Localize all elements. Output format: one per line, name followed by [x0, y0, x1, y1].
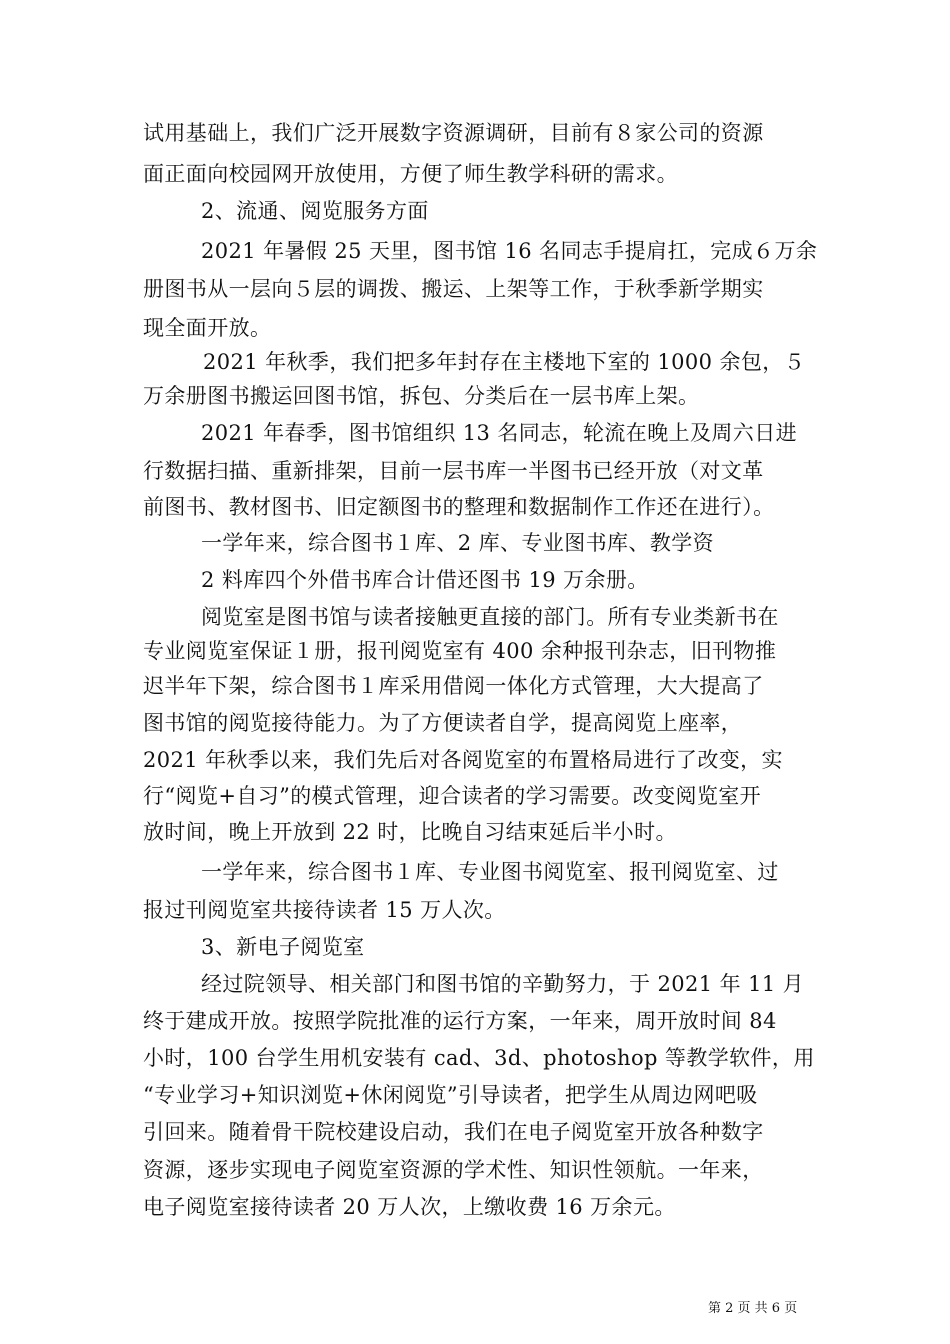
body-line: 行“阅览+自习”的模式管理，迎合读者的学习需要。改变阅览室开 — [143, 784, 762, 808]
body-line: 放时间，晚上开放到 22 时，比晚自习结束延后半小时。 — [143, 820, 677, 844]
body-line: 2021 年秋季以来，我们先后对各阅览室的布置格局进行了改变，实 — [143, 748, 783, 772]
body-line: 前图书、教材图书、旧定额图书的整理和数据制作工作还在进行）。 — [143, 495, 775, 519]
body-line: 2 料库四个外借书库合计借还图书 19 万余册。 — [201, 568, 649, 592]
body-line: 一学年来，综合图书１库、2 库、专业图书库、教学资 — [201, 531, 715, 555]
body-line: 报过刊阅览室共接待读者 15 万人次。 — [143, 898, 506, 922]
body-line: 迟半年下架，综合图书１库采用借阅一体化方式管理，大大提高了 — [143, 674, 764, 698]
body-line: 2021 年春季，图书馆组织 13 名同志，轮流在晚上及周六日进 — [201, 421, 797, 445]
body-line: 引回来。随着骨干院校建设启动，我们在电子阅览室开放各种数字 — [143, 1120, 764, 1144]
body-line: 一学年来，综合图书１库、专业图书阅览室、报刊阅览室、过 — [201, 860, 779, 884]
body-line: 2021 年暑假 25 天里，图书馆 16 名同志手提肩扛，完成６万余 — [201, 239, 818, 263]
body-line: 面正面向校园网开放使用，方便了师生教学科研的需求。 — [143, 162, 678, 186]
body-line: 万余册图书搬运回图书馆，拆包、分类后在一层书库上架。 — [143, 384, 700, 408]
body-line: 试用基础上，我们广泛开展数字资源调研，目前有８家公司的资源 — [143, 121, 764, 145]
page-number: 第 2 页 共 6 页 — [708, 1301, 798, 1316]
body-line: 现全面开放。 — [143, 316, 272, 340]
body-line: 小时，100 台学生用机安装有 cad、3d、photoshop 等教学软件，用 — [143, 1046, 815, 1070]
body-line: 2021 年秋季，我们把多年封存在主楼地下室的 1000 余包，５ — [203, 350, 806, 374]
section-heading: 3、新电子阅览室 — [201, 935, 365, 959]
body-line: 行数据扫描、重新排架，目前一层书库一半图书已经开放（对文革 — [143, 459, 764, 483]
section-heading: 2、流通、阅览服务方面 — [201, 199, 429, 223]
body-line: 阅览室是图书馆与读者接触更直接的部门。所有专业类新书在 — [201, 605, 779, 629]
body-line: 图书馆的阅览接待能力。为了方便读者自学，提高阅览上座率， — [143, 711, 743, 735]
body-line: “专业学习+知识浏览+休闲阅览”引导读者，把学生从周边网吧吸 — [143, 1083, 758, 1107]
body-line: 经过院领导、相关部门和图书馆的辛勤努力，于 2021 年 11 月 — [201, 972, 805, 996]
body-line: 资源，逐步实现电子阅览室资源的学术性、知识性领航。一年来， — [143, 1158, 764, 1182]
body-line: 终于建成开放。按照学院批准的运行方案，一年来，周开放时间 84 — [143, 1009, 777, 1033]
body-line: 专业阅览室保证１册，报刊阅览室有 400 余种报刊杂志，旧刊物推 — [143, 639, 777, 663]
body-line: 电子阅览室接待读者 20 万人次，上缴收费 16 万余元。 — [143, 1195, 676, 1219]
body-line: 册图书从一层向５层的调拨、搬运、上架等工作，于秋季新学期实 — [143, 277, 764, 301]
